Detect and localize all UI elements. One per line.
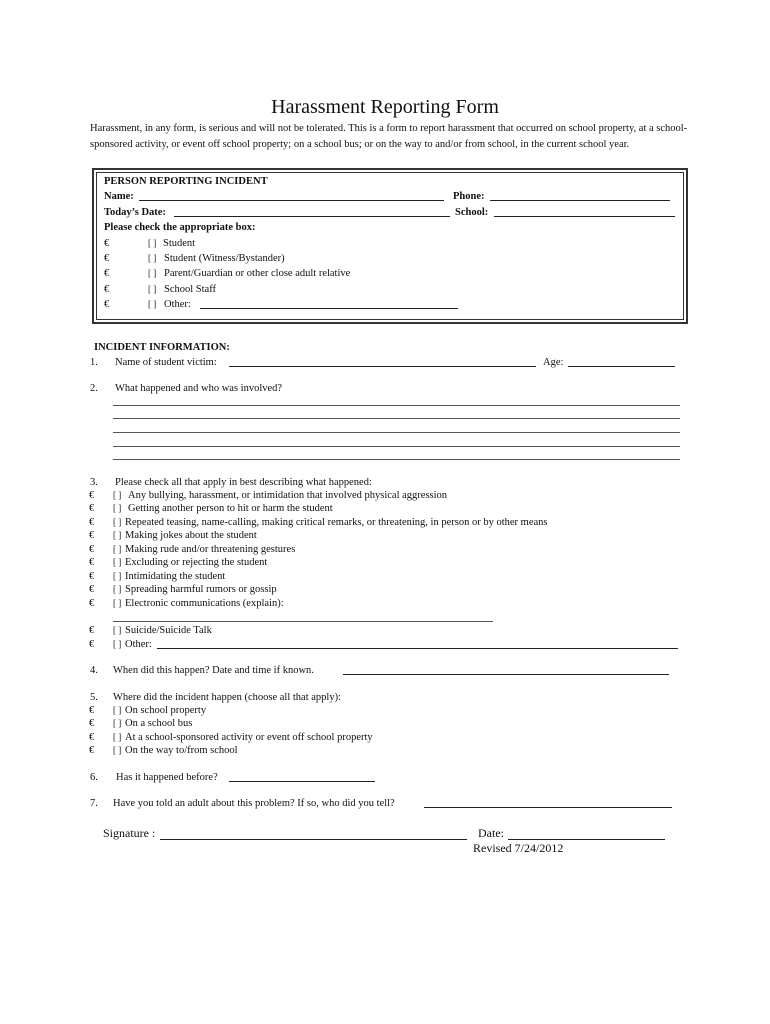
answer-line[interactable]	[113, 405, 680, 406]
checkbox[interactable]: [ ]	[113, 517, 122, 527]
option-label: Student	[163, 238, 196, 249]
option-label: School Staff	[164, 284, 217, 295]
checkbox[interactable]: [ ]	[113, 584, 122, 594]
option-label: Making rude and/or threatening gestures	[125, 544, 296, 555]
q1-number: 1.	[90, 357, 98, 368]
bullet-icon: €	[89, 517, 95, 528]
option-label: Repeated teasing, name-calling, making critical remarks, or threatening, in person or by other means	[125, 517, 548, 528]
option-label: Intimidating the student	[125, 571, 226, 582]
explain-line[interactable]	[113, 621, 493, 622]
signature-field[interactable]	[160, 827, 467, 840]
victim-name-field[interactable]	[229, 356, 536, 367]
checkbox[interactable]: [ ]	[113, 639, 122, 649]
bullet-icon: €	[89, 598, 95, 609]
bullet-icon: €	[89, 625, 95, 636]
answer-line[interactable]	[113, 446, 680, 447]
checkbox[interactable]: [ ]	[148, 284, 157, 294]
option-label: On the way to/from school	[125, 745, 238, 756]
bullet-icon: €	[89, 705, 95, 716]
option-label: Suicide/Suicide Talk	[125, 625, 212, 636]
option-label: Spreading harmful rumors or gossip	[125, 584, 277, 595]
option-label: Other:	[164, 299, 191, 310]
other-field[interactable]	[200, 298, 458, 309]
checkbox[interactable]: [ ]	[113, 745, 122, 755]
other-field[interactable]	[157, 638, 678, 649]
bullet-icon: €	[89, 490, 95, 501]
bullet-icon: €	[104, 238, 110, 249]
q6-label: Has it happened before?	[116, 772, 218, 783]
bullet-icon: €	[104, 284, 110, 295]
checkbox[interactable]: [ ]	[113, 571, 122, 581]
option-label: Making jokes about the student	[125, 530, 257, 541]
option-label: Parent/Guardian or other close adult relative	[164, 268, 351, 279]
option-label: Student (Witness/Bystander)	[164, 253, 285, 264]
checkbox[interactable]: [ ]	[148, 268, 157, 278]
q2-label: What happened and who was involved?	[115, 383, 283, 394]
signature-label: Signature :	[103, 826, 156, 840]
q7-label: Have you told an adult about this problem? If so, who did you tell?	[113, 798, 395, 809]
checkbox[interactable]: [ ]	[148, 253, 157, 263]
option-label: On school property	[125, 705, 207, 716]
check-instruction: Please check the appropriate box:	[104, 222, 256, 233]
q6-number: 6.	[90, 772, 98, 783]
option-label: Excluding or rejecting the student	[125, 557, 268, 568]
q5-label: Where did the incident happen (choose all that apply):	[113, 692, 342, 703]
reporter-heading: PERSON REPORTING INCIDENT	[104, 176, 268, 187]
q2-number: 2.	[90, 383, 98, 394]
told-adult-field[interactable]	[424, 797, 672, 808]
answer-line[interactable]	[113, 418, 680, 419]
option-label: Getting another person to hit or harm the student	[128, 503, 333, 514]
form-title: Harassment Reporting Form	[271, 96, 499, 118]
checkbox[interactable]: [ ]	[113, 625, 122, 635]
bullet-icon: €	[104, 253, 110, 264]
footer-date-label: Date:	[478, 826, 504, 840]
revised-date: Revised 7/24/2012	[473, 841, 564, 855]
checkbox[interactable]: [ ]	[113, 705, 122, 715]
bullet-icon: €	[89, 503, 95, 514]
bullet-icon: €	[89, 745, 95, 756]
checkbox[interactable]: [ ]	[148, 238, 157, 248]
phone-label: Phone:	[453, 191, 485, 202]
option-label: Electronic communications (explain):	[125, 598, 284, 609]
bullet-icon: €	[89, 557, 95, 568]
option-label: On a school bus	[125, 718, 193, 729]
date-label: Today’s Date:	[104, 207, 166, 218]
bullet-icon: €	[89, 530, 95, 541]
q3-number: 3.	[90, 477, 98, 488]
bullet-icon: €	[104, 268, 110, 279]
age-label: Age:	[543, 357, 564, 368]
bullet-icon: €	[104, 299, 110, 310]
q4-label: When did this happen? Date and time if known.	[113, 665, 314, 676]
option-label: Other:	[125, 639, 152, 650]
phone-field[interactable]	[490, 190, 670, 201]
age-field[interactable]	[568, 356, 675, 367]
checkbox[interactable]: [ ]	[113, 503, 122, 513]
checkbox[interactable]: [ ]	[148, 299, 157, 309]
name-field[interactable]	[139, 190, 444, 201]
when-field[interactable]	[343, 664, 669, 675]
checkbox[interactable]: [ ]	[113, 490, 122, 500]
checkbox[interactable]: [ ]	[113, 598, 122, 608]
answer-line[interactable]	[113, 459, 680, 460]
q3-label: Please check all that apply in best describing what happened:	[115, 477, 372, 488]
answer-line[interactable]	[113, 432, 680, 433]
incident-heading: INCIDENT INFORMATION:	[94, 342, 230, 353]
happened-before-field[interactable]	[229, 771, 375, 782]
checkbox[interactable]: [ ]	[113, 557, 122, 567]
q1-label: Name of student victim:	[115, 357, 217, 368]
checkbox[interactable]: [ ]	[113, 530, 122, 540]
bullet-icon: €	[89, 571, 95, 582]
bullet-icon: €	[89, 732, 95, 743]
q4-number: 4.	[90, 665, 98, 676]
bullet-icon: €	[89, 718, 95, 729]
q7-number: 7.	[90, 798, 98, 809]
bullet-icon: €	[89, 639, 95, 650]
footer-date-field[interactable]	[508, 827, 665, 840]
checkbox[interactable]: [ ]	[113, 732, 122, 742]
q5-number: 5.	[90, 692, 98, 703]
school-field[interactable]	[494, 206, 675, 217]
intro-paragraph: Harassment, in any form, is serious and will not be tolerated. This is a form to report harassment that occurred on school property, at a school-sponsored activity, or event off school property; on a school bus; or on the way to and/or from school, in the current school year.	[90, 123, 688, 150]
bullet-icon: €	[89, 584, 95, 595]
bullet-icon: €	[89, 544, 95, 555]
today-date-field[interactable]	[174, 206, 450, 217]
name-label: Name:	[104, 191, 134, 202]
option-label: Any bullying, harassment, or intimidation that involved physical aggression	[128, 490, 448, 501]
school-label: School:	[455, 207, 489, 218]
checkbox[interactable]: [ ]	[113, 718, 122, 728]
checkbox[interactable]: [ ]	[113, 544, 122, 554]
option-label: At a school-sponsored activity or event off school property	[125, 732, 373, 743]
